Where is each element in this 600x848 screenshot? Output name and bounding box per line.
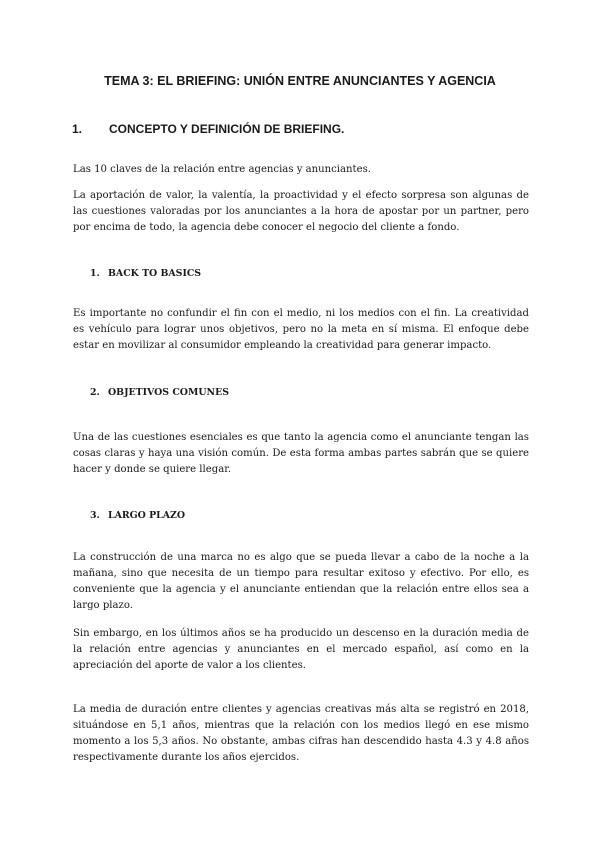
body-paragraph: Una de las cuestiones esenciales es que tanto la agencia como el anunciante tengan las cosas claras y haya una visión común. De esta forma ambas partes sabrán que se quiere hacer y donde se quiere llegar. — [73, 432, 529, 475]
body-paragraph: Es importante no confundir el fin con el medio, ni los medios con el fin. La creatividad es vehículo para lograr unos objetivos, pero no la meta en sí misma. El enfoque debe estar en movilizar al consumidor empleando la creatividad para generar impacto. — [73, 308, 529, 351]
body-paragraph: La construcción de una marca no es algo que se pueda llevar a cabo de la noche a la mañana, sino que necesita de un tiempo para resultar exitoso y efectivo. Por ello, es conveniente que la agencia y el anunciante entiendan que la relación entre ellos sea a largo plazo. — [73, 552, 529, 611]
subsection-title: OBJETIVOS COMUNES — [108, 387, 230, 398]
subsection-heading — [0, 268, 600, 282]
intro-paragraph: La aportación de valor, la valentía, la proactividad y el efecto sorpresa son algunas de las cuestiones valoradas por los anunciantes a la hora de apostar por un partner, pero por encima de todo, la agencia debe conocer el negocio del cliente a fondo. — [73, 190, 529, 233]
body-paragraph: Sin embargo, en los últimos años se ha producido un descenso en la duración media de la relación entre agencias y anunciantes en el mercado español, así como en la apreciación del aporte de valor a los clientes. — [73, 628, 529, 671]
subsection-number: 2. — [90, 387, 100, 398]
subsection-heading — [0, 510, 600, 524]
subsection-title: LARGO PLAZO — [108, 510, 186, 521]
body-paragraph: La media de duración entre clientes y agencias creativas más alta se registró en 2018, situándose en 5,1 años, mientras que la relación con los medios llegó en ese mismo momento a los 5,3 años. No obstante, ambas cifras han descendido hasta 4.3 y 4.8 años respectivamente durante los años ejercidos. — [73, 704, 529, 763]
subsection-number: 1. — [90, 268, 100, 279]
subsection-title: BACK TO BASICS — [108, 268, 202, 279]
intro-paragraph: Las 10 claves de la relación entre agencias y anunciantes. — [73, 164, 371, 175]
document-title: TEMA 3: EL BRIEFING: UNIÓN ENTRE ANUNCIANTES Y AGENCIA — [104, 74, 496, 88]
section-number: 1. — [72, 122, 83, 136]
section-heading — [0, 122, 600, 138]
subsection-number: 3. — [90, 510, 100, 521]
subsection-heading — [0, 387, 600, 401]
section-title: CONCEPTO Y DEFINICIÓN DE BRIEFING. — [109, 122, 345, 136]
